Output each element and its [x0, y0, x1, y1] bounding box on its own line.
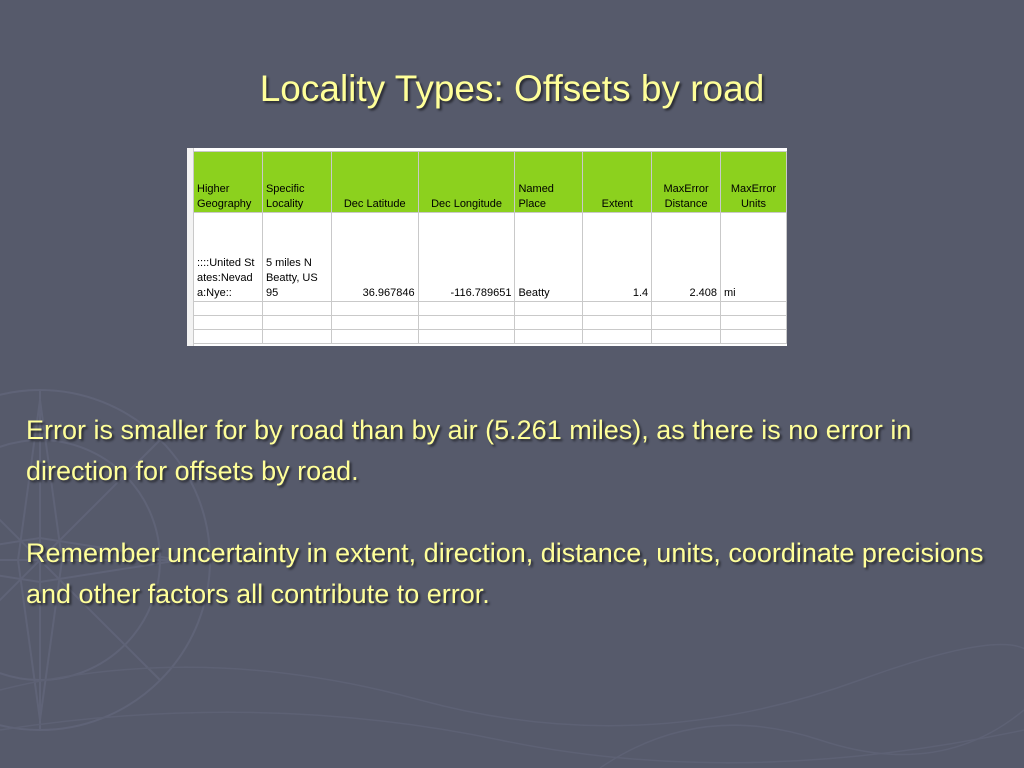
header-named-place: Named Place [515, 152, 583, 213]
blank-cell [652, 302, 721, 316]
header-extent: Extent [583, 152, 652, 213]
blank-cell [331, 316, 418, 330]
blank-cell [583, 316, 652, 330]
blank-cell [262, 302, 331, 316]
blank-cell [652, 316, 721, 330]
table-row [194, 213, 787, 302]
cell-dec-latitude: 36.967846 [331, 213, 418, 302]
blank-cell [262, 330, 331, 344]
header-maxerror-units: MaxError Units [721, 152, 787, 213]
cell-dec-longitude: -116.789651 [418, 213, 515, 302]
blank-cell [652, 330, 721, 344]
cell-maxerror-units: mi [721, 213, 787, 302]
blank-cell [418, 302, 515, 316]
locality-table [193, 151, 787, 344]
header-maxerror-distance: MaxError Distance [652, 152, 721, 213]
cell-named-place: Beatty [515, 213, 583, 302]
blank-cell [418, 316, 515, 330]
table-blank-row [194, 302, 787, 316]
blank-cell [418, 330, 515, 344]
header-dec-latitude: Dec Latitude [331, 152, 418, 213]
blank-cell [721, 302, 787, 316]
cell-specific-locality: 5 miles N Beatty, US 95 [262, 213, 331, 302]
header-dec-longitude: Dec Longitude [418, 152, 515, 213]
blank-cell [721, 316, 787, 330]
paragraph-uncertainty-note: Remember uncertainty in extent, direction, distance, units, coordinate precisions and other factors all contribute to error. [26, 538, 984, 609]
spreadsheet-table [187, 148, 787, 346]
cell-extent: 1.4 [583, 213, 652, 302]
blank-cell [331, 302, 418, 316]
header-higher-geography: Higher Geography [194, 152, 263, 213]
blank-cell [194, 302, 263, 316]
blank-cell [194, 330, 263, 344]
slide-title: Locality Types: Offsets by road [259, 68, 765, 109]
blank-cell [515, 316, 583, 330]
table-blank-row [194, 330, 787, 344]
blank-cell [721, 330, 787, 344]
table-header-row [194, 152, 787, 213]
blank-cell [515, 330, 583, 344]
cell-higher-geography: ::::United States:Nevada:Nye:: [194, 213, 263, 302]
paragraph-error-note: Error is smaller for by road than by air (5.261 miles), as there is no error in direction for offsets by road. [26, 415, 912, 486]
blank-cell [194, 316, 263, 330]
blank-cell [583, 330, 652, 344]
blank-cell [515, 302, 583, 316]
header-specific-locality: Specific Locality [262, 152, 331, 213]
table-blank-row [194, 316, 787, 330]
blank-cell [583, 302, 652, 316]
blank-cell [331, 330, 418, 344]
cell-maxerror-distance: 2.408 [652, 213, 721, 302]
blank-cell [262, 316, 331, 330]
